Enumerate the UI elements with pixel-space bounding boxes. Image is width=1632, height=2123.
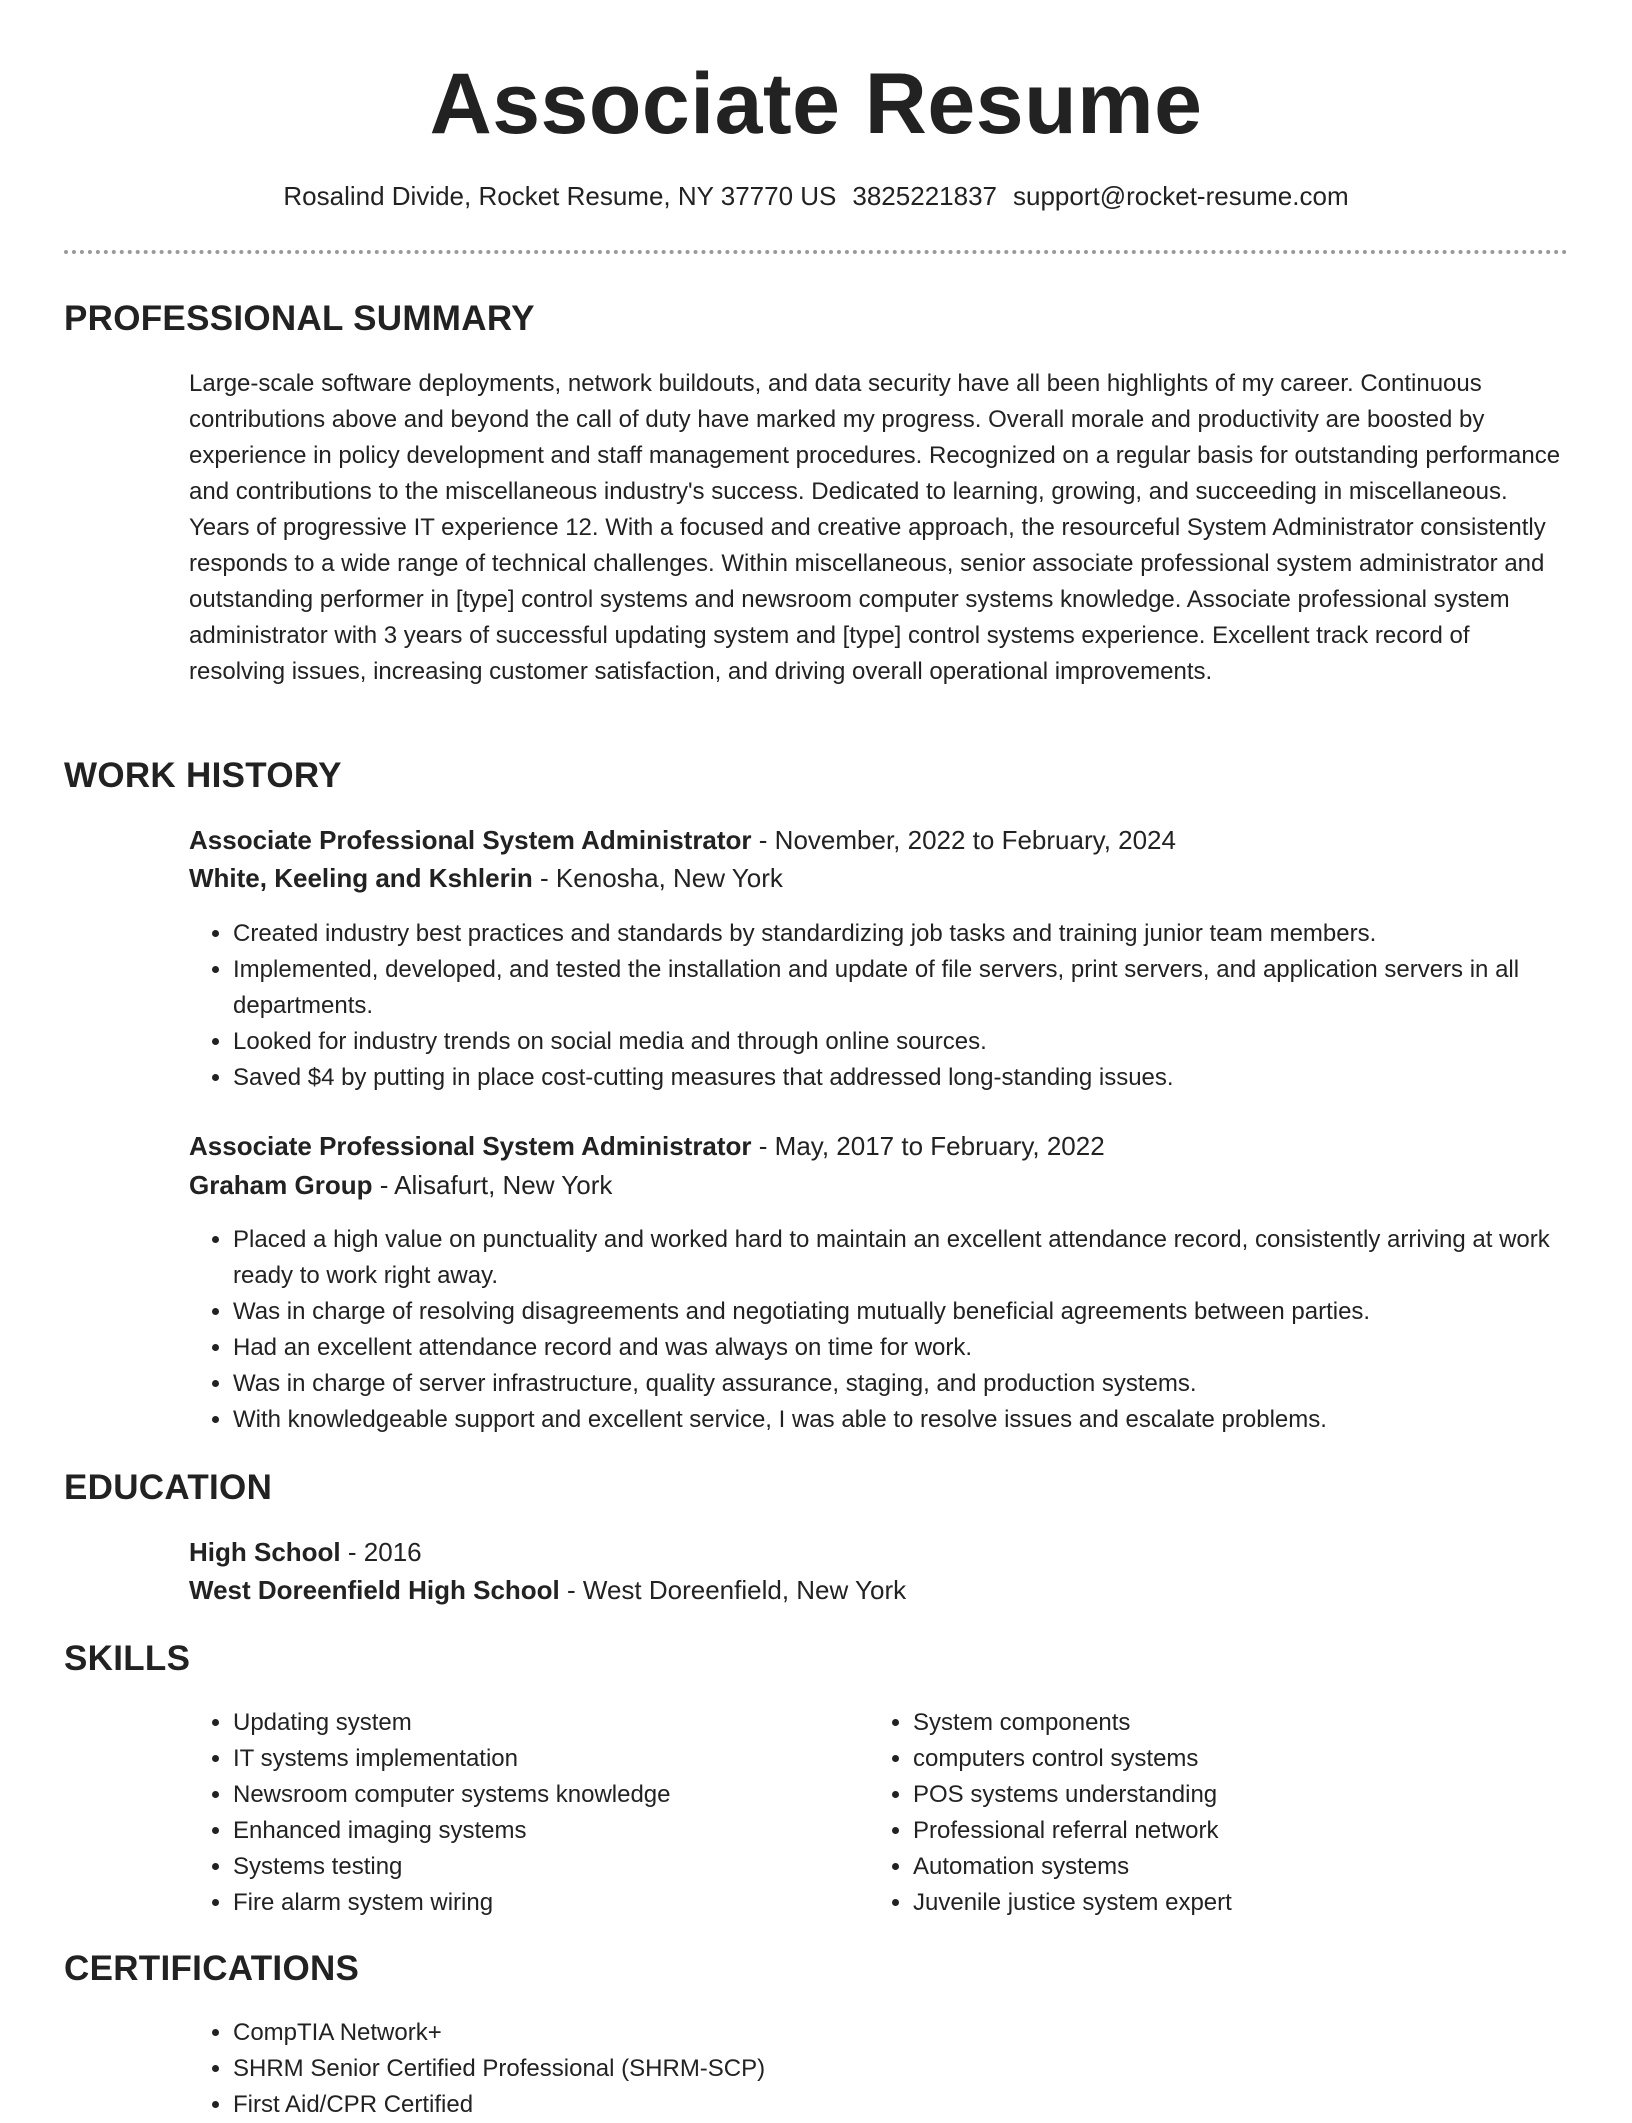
job-1-bullets	[189, 916, 1613, 1096]
contact-address: Rosalind Divide, Rocket Resume, NY 37770 US	[283, 181, 837, 211]
list-item: • computers control systems	[913, 1741, 1513, 1777]
list-item: • With knowledgeable support and excellent service, I was able to resolve issues and escalate problems.	[233, 1402, 1613, 1438]
section-title-summary: PROFESSIONAL SUMMARY	[64, 299, 535, 338]
section-title-skills: SKILLS	[64, 1639, 191, 1678]
skills-list-right	[869, 1705, 1513, 1921]
job-1-location: - Kenosha, New York	[532, 863, 783, 893]
list-item: • Placed a high value on punctuality and worked hard to maintain an excellent attendance record, consistently arriving at work ready to work right away.	[233, 1222, 1613, 1294]
job-2-location: - Alisafurt, New York	[372, 1170, 613, 1200]
list-item: • Had an excellent attendance record and was always on time for work.	[233, 1330, 1613, 1366]
job-2-title-line	[189, 1131, 1105, 1162]
summary-text: Large-scale software deployments, network buildouts, and data security have all been highlights of my career. Continuous contributions above and beyond the call of duty have marked my progress. Overall morale and productivity are boosted by experience in policy development and staff management procedures. Recognized on a regular basis for outstanding performance and contributions to the miscellaneous industry's success. Dedicated to learning, growing, and succeeding in miscellaneous. Years of progressive IT experience 12. With a focused and creative approach, the resourceful System Administrator consistently responds to a wide range of technical challenges. Within miscellaneous, senior associate professional system administrator and outstanding performer in [type] control systems and newsroom computer systems knowledge. Associate professional system administrator with 3 years of successful updating system and [type] control systems experience. Excellent track record of resolving issues, increasing customer satisfaction, and driving overall operational improvements.	[189, 370, 1561, 685]
list-item: • Saved $4 by putting in place cost-cutting measures that addressed long-standing issues.	[233, 1060, 1613, 1096]
list-item: • Looked for industry trends on social media and through online sources.	[233, 1024, 1613, 1060]
skills-list-left	[189, 1705, 833, 1921]
list-item: • Fire alarm system wiring	[233, 1885, 833, 1921]
list-item: • Juvenile justice system expert	[913, 1885, 1513, 1921]
job-2-company: Graham Group	[189, 1170, 373, 1200]
list-item: • Updating system	[233, 1705, 833, 1741]
education-degree-line	[189, 1537, 422, 1568]
section-title-certifications: CERTIFICATIONS	[64, 1949, 360, 1988]
education-degree: High School	[189, 1537, 341, 1567]
list-item: • Implemented, developed, and tested the installation and update of file servers, print servers, and application servers in all departments.	[233, 952, 1613, 1024]
job-2-bullets	[189, 1222, 1613, 1438]
education-year: - 2016	[340, 1537, 422, 1567]
list-item: • Automation systems	[913, 1849, 1513, 1885]
list-item: • Newsroom computer systems knowledge	[233, 1777, 833, 1813]
list-item: • Enhanced imaging systems	[233, 1813, 833, 1849]
job-1-company: White, Keeling and Kshlerin	[189, 863, 533, 893]
job-1-title: Associate Professional System Administrator	[189, 825, 752, 855]
list-item: • POS systems understanding	[913, 1777, 1513, 1813]
header-divider	[64, 250, 1568, 254]
list-item: • Created industry best practices and standards by standardizing job tasks and training junior team members.	[233, 916, 1613, 952]
job-1-title-line	[189, 825, 1176, 856]
list-item: • Was in charge of server infrastructure, quality assurance, staging, and production systems.	[233, 1366, 1613, 1402]
list-item: • Professional referral network	[913, 1813, 1513, 1849]
job-2-dates: - May, 2017 to February, 2022	[751, 1131, 1105, 1161]
list-item: • CompTIA Network+	[233, 2015, 1613, 2051]
list-item: • First Aid/CPR Certified	[233, 2087, 1613, 2123]
education-location: - West Doreenfield, New York	[559, 1575, 907, 1605]
contact-line	[0, 181, 1632, 212]
list-item: • Was in charge of resolving disagreements and negotiating mutually beneficial agreements between parties.	[233, 1294, 1613, 1330]
contact-email: support@rocket-resume.com	[1013, 181, 1349, 211]
list-item: • System components	[913, 1705, 1513, 1741]
education-school-line	[189, 1575, 906, 1606]
job-1-company-line	[189, 863, 783, 894]
list-item: • Systems testing	[233, 1849, 833, 1885]
list-item: • SHRM Senior Certified Professional (SHRM-SCP)	[233, 2051, 1613, 2087]
job-2-company-line	[189, 1170, 612, 1201]
resume-title: Associate Resume	[429, 56, 1203, 152]
certifications-list	[189, 2015, 1613, 2123]
section-title-education: EDUCATION	[64, 1468, 273, 1507]
education-school: West Doreenfield High School	[189, 1575, 560, 1605]
contact-phone: 3825221837	[852, 181, 997, 211]
job-2-title: Associate Professional System Administrator	[189, 1131, 752, 1161]
job-1-dates: - November, 2022 to February, 2024	[751, 825, 1176, 855]
section-title-work-history: WORK HISTORY	[64, 756, 342, 795]
list-item: • IT systems implementation	[233, 1741, 833, 1777]
